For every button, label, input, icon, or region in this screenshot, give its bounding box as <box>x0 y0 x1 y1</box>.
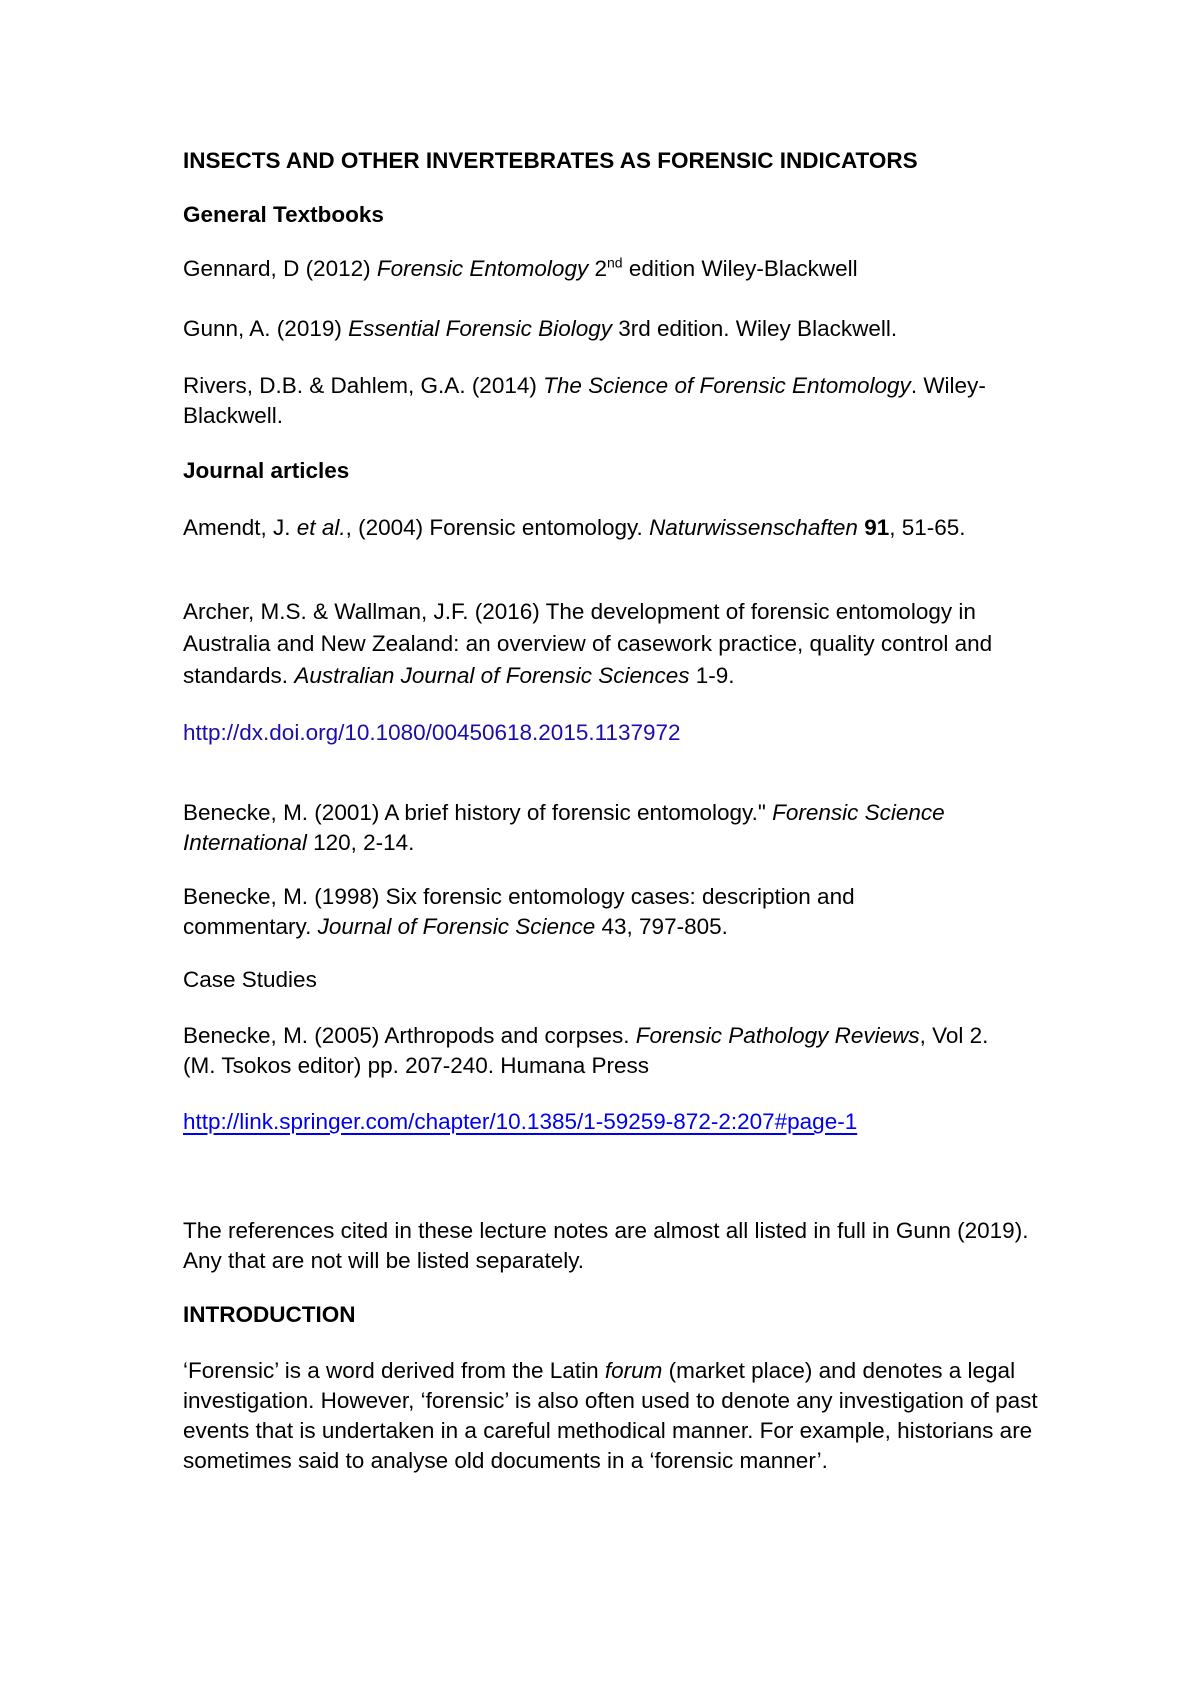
intro-paragraph <box>183 1356 1048 1476</box>
intro-text: ‘Forensic’ is a word derived from the Latin <box>183 1358 605 1383</box>
heading-journal-articles: Journal articles <box>183 458 350 483</box>
ref-text: 120, 2-14. <box>306 830 415 855</box>
intro-text: (market place) and denotes a legal investigation. However, ‘forensic’ is also often used to denote any investigation of past events that is undertaken in a careful methodical manner. For example, historians are sometimes said to analyse old documents in a ‘forensic manner’. <box>183 1358 1038 1473</box>
lecture-note: The references cited in these lecture notes are almost all listed in full in Gunn (2019). Any that are not will be listed separately. <box>183 1218 1029 1273</box>
ref-text: Benecke, M. (2001) A brief history of forensic entomology." <box>183 800 773 825</box>
heading-case-studies: Case Studies <box>183 967 317 992</box>
archer-doi-line <box>183 718 1043 748</box>
reference-archer <box>183 596 1038 692</box>
ref-text: Archer, M.S. & Wallman, J.F. (2016) The development of forensic entomology in Australia and New Zealand: an overview of casework practice, quality control and standards. <box>183 599 993 688</box>
ref-journal: Naturwissenschaften <box>649 515 858 540</box>
ref-etal: et al. <box>296 515 346 540</box>
ref-title: The Science of Forensic Entomology <box>543 373 911 398</box>
reference-gennard <box>183 254 1043 284</box>
ref-text: 3rd edition. Wiley Blackwell. <box>611 316 898 341</box>
ref-journal: Forensic Pathology Reviews <box>635 1023 920 1048</box>
reference-amendt <box>183 513 1003 543</box>
ref-text: 2 <box>588 256 607 281</box>
archer-doi-link[interactable]: http://dx.doi.org/10.1080/00450618.2015.1137972 <box>183 720 681 745</box>
ref-text: , (2004) Forensic entomology. <box>345 515 650 540</box>
ref-text: Benecke, M. (1998) Six forensic entomology cases: description and commentary. <box>183 884 855 939</box>
heading-general-textbooks: General Textbooks <box>183 202 384 227</box>
ref-text: Gunn, A. (2019) <box>183 316 349 341</box>
ref-text: edition Wiley-Blackwell <box>622 256 858 281</box>
ref-text: Benecke, M. (2005) Arthropods and corpses. <box>183 1023 636 1048</box>
ref-title: Forensic Entomology <box>376 256 589 281</box>
ref-text: 1-9. <box>689 663 735 688</box>
reference-rivers <box>183 371 1003 431</box>
ref-volume: 91 <box>864 515 890 540</box>
ref-text: . Wiley-Blackwell. <box>183 373 986 428</box>
ref-text: , Vol 2. (M. Tsokos editor) pp. 207-240. Humana Press <box>183 1023 989 1078</box>
ref-superscript: nd <box>606 254 623 271</box>
document-title: INSECTS AND OTHER INVERTEBRATES AS FORENSIC INDICATORS <box>183 148 918 173</box>
ref-text: Amendt, J. <box>183 515 297 540</box>
ref-journal: Australian Journal of Forensic Sciences <box>294 663 690 688</box>
ref-text: , 51-65. <box>889 515 966 540</box>
ref-title: Essential Forensic Biology <box>348 316 612 341</box>
reference-gunn <box>183 314 1043 344</box>
springer-chapter-link[interactable]: http://link.springer.com/chapter/10.1385/1-59259-872-2:207#page-1 <box>183 1109 858 1134</box>
reference-benecke-1998 <box>183 882 943 942</box>
reference-benecke-2001 <box>183 798 1033 858</box>
heading-introduction: INTRODUCTION <box>183 1302 356 1327</box>
intro-latin-word: forum <box>604 1358 663 1383</box>
ref-journal: Forensic Science International <box>183 800 945 855</box>
ref-text: 43, 797-805. <box>595 914 728 939</box>
springer-link-line <box>183 1107 1043 1137</box>
ref-text: Gennard, D (2012) <box>183 256 377 281</box>
reference-benecke-2005 <box>183 1021 1003 1081</box>
ref-text: Rivers, D.B. & Dahlem, G.A. (2014) <box>183 373 544 398</box>
ref-journal: Journal of Forensic Science <box>317 914 596 939</box>
